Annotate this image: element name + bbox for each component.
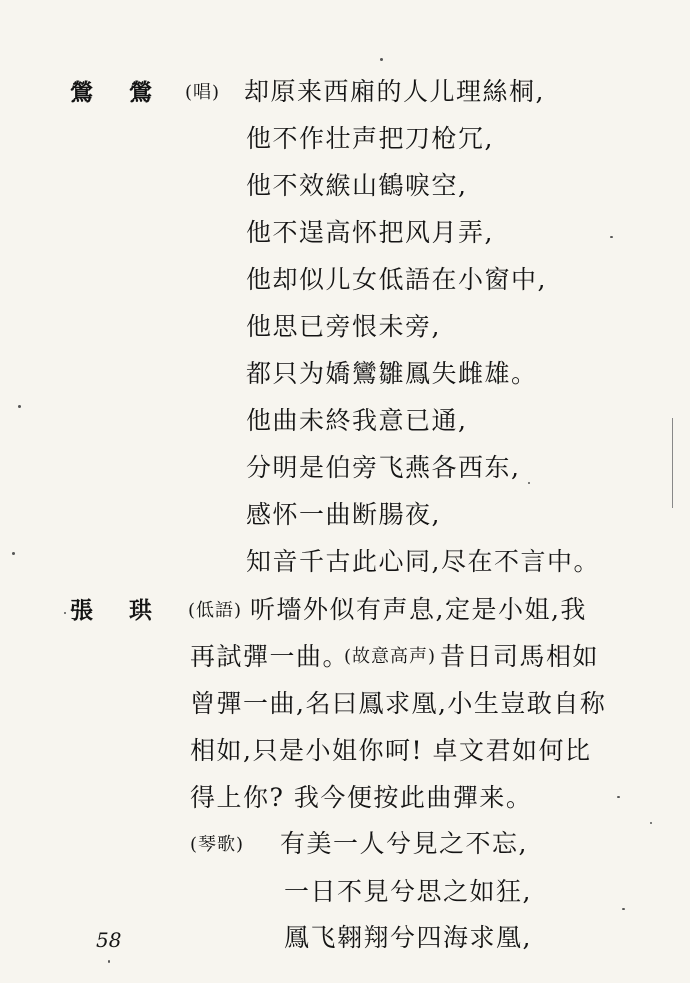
- print-speck: [380, 58, 383, 61]
- stage-cue-qin-song: (琴歌): [190, 834, 245, 855]
- dialogue-line: 曾彈一曲,名曰鳳求凰,小生豈敢自称: [190, 689, 607, 718]
- print-speck: [528, 482, 530, 484]
- verse-line: 知音千古此心同,尽在不言中。: [246, 547, 600, 576]
- page-number: 58: [96, 928, 122, 952]
- print-speck: [650, 822, 652, 824]
- stage-cue-sing: (唱): [185, 82, 221, 103]
- speaker-yingying: 鶯 鶯: [70, 79, 167, 106]
- scan-mark: [672, 418, 673, 508]
- stage-cue-loud: (故意高声): [344, 646, 437, 667]
- verse-line: 他不逞高怀把风月弄,: [246, 218, 494, 247]
- speaker-zhanggong: 張 珙: [70, 597, 167, 624]
- print-speck: [108, 960, 110, 963]
- verse-line: 他却似儿女低語在小窗中,: [246, 265, 547, 294]
- print-speck: [622, 908, 625, 910]
- print-speck: [12, 552, 15, 555]
- song-line: 鳳飞翱翔兮四海求凰,: [284, 923, 532, 952]
- print-speck: [18, 405, 21, 408]
- verse-line: 感怀一曲断腸夜,: [246, 500, 441, 529]
- dialogue-line: 得上你? 我今便按此曲彈来。: [190, 783, 533, 812]
- dialogue-line: 听墻外似有声息,定是小姐,我: [250, 595, 587, 624]
- song-line: 有美一人兮見之不忘,: [280, 829, 528, 858]
- verse-line: 他思已旁恨未旁,: [246, 312, 441, 341]
- verse-line: 分明是伯旁飞燕各西东,: [246, 453, 521, 482]
- verse-line: 他不作壮声把刀枪冗,: [246, 124, 494, 153]
- print-speck: [617, 796, 620, 798]
- dialogue-line: 再試彈一曲。: [190, 642, 350, 671]
- song-line: 一日不見兮思之如狂,: [284, 877, 532, 906]
- verse-line: 都只为嬌鸞雛鳳失雌雄。: [246, 359, 538, 388]
- verse-line: 他不效緱山鶴唳空,: [246, 171, 468, 200]
- dialogue-line: 相如,只是小姐你呵! 卓文君如何比: [190, 736, 592, 765]
- verse-line: 他曲未終我意已通,: [246, 406, 468, 435]
- dialogue-line: 昔日司馬相如: [440, 642, 600, 671]
- print-speck: [610, 236, 613, 238]
- stage-cue-low-voice: (低語): [188, 600, 243, 621]
- print-speck: [64, 612, 66, 614]
- verse-line: 却原来西廂的人儿理絲桐,: [244, 77, 545, 106]
